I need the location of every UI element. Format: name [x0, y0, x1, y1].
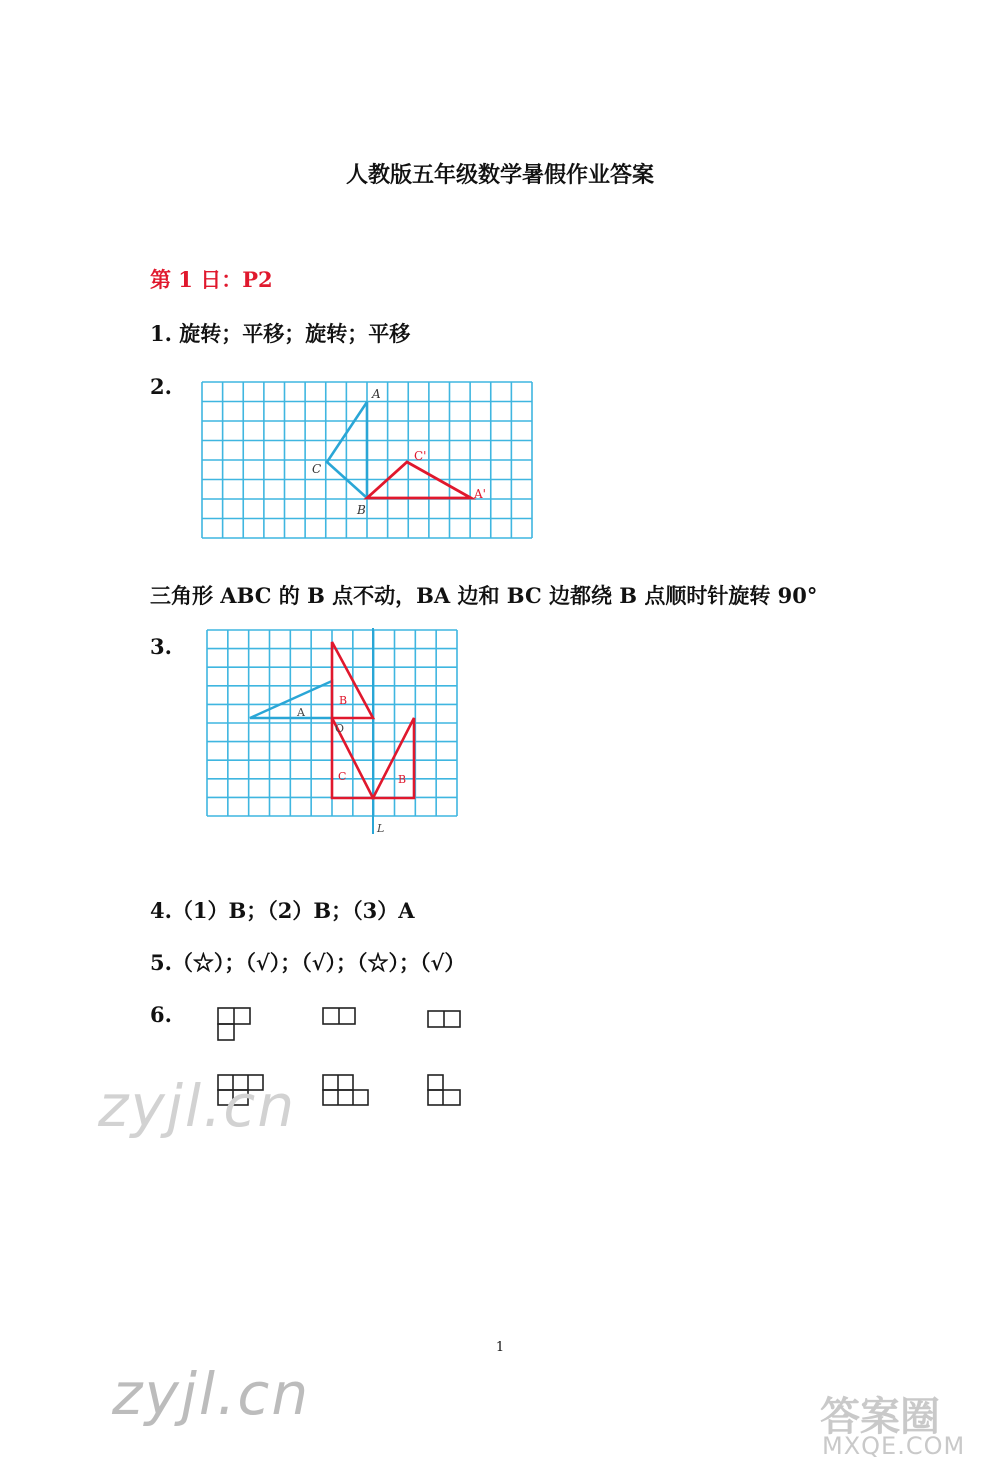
watermark-zyjl-lower: zyjl.cn	[112, 1360, 311, 1428]
q2-rotation-grid	[200, 380, 536, 542]
answer-q2-number: 2.	[150, 374, 172, 399]
answer-q3-number: 3.	[150, 634, 172, 659]
day-heading: 第 1 日：P2	[150, 267, 273, 292]
watermark-answer-circle: 答案圈	[820, 1394, 940, 1440]
q3-label-l: L	[377, 822, 385, 835]
q3-symmetry-grid	[205, 628, 461, 838]
q3-label-o: O	[335, 722, 345, 735]
q2-label-b: B	[357, 503, 366, 517]
watermark-mxqe: MXQE.COM	[822, 1432, 966, 1460]
answer-q2-caption: 三角形 ABC 的 B 点不动，BA 边和 BC 边都绕 B 点顺时针旋转 90°	[150, 583, 818, 608]
q3-label-b-right: B	[398, 773, 407, 786]
q3-label-c: C	[338, 770, 347, 783]
q6-shape-3	[428, 1011, 460, 1027]
q3-label-a: A	[297, 706, 305, 719]
q6-shape-5	[323, 1075, 368, 1105]
q6-shape-1	[218, 1008, 250, 1040]
watermark-zyjl-upper: zyjl.cn	[98, 1072, 297, 1140]
q2-label-c: C	[312, 462, 322, 476]
q6-shape-2	[323, 1008, 355, 1024]
answer-q5: 5.（☆）；（√）；（√）；（☆）；（√）	[150, 950, 466, 975]
page-number: 1	[495, 1340, 505, 1355]
q2-label-a: A	[372, 387, 381, 401]
answer-q4: 4.（1）B；（2）B；（3）A	[150, 898, 415, 923]
q2-label-a-prime: A'	[474, 487, 486, 501]
q3-label-b-top: B	[339, 694, 348, 707]
answer-q1: 1. 旋转；平移；旋转；平移	[150, 321, 411, 346]
q3-triangle-b-right	[373, 718, 414, 798]
q6-shape-6	[428, 1075, 460, 1105]
q2-label-c-prime: C'	[414, 449, 427, 463]
page-title: 人教版五年级数学暑假作业答案	[345, 162, 654, 188]
answer-q6-number: 6.	[150, 1002, 172, 1027]
